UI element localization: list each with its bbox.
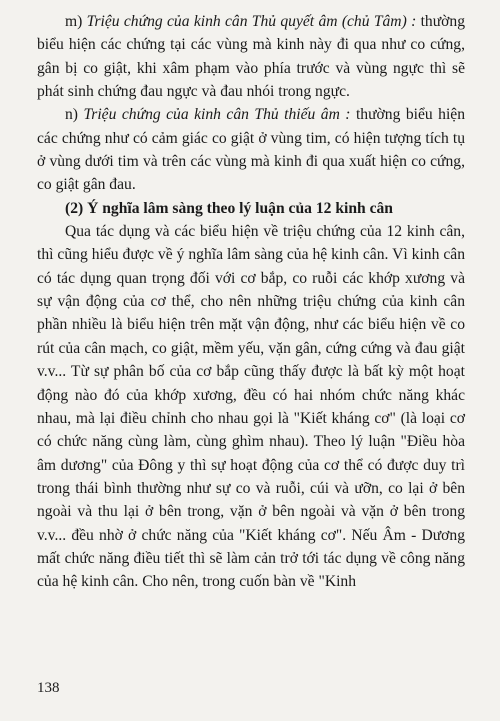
page-text: [37, 10, 465, 594]
section-title: Triệu chứng của kinh cân Thủ quyết âm (chủ Tâm) :: [86, 13, 417, 30]
body-paragraph: Qua tác dụng và các biểu hiện về triệu chứng của 12 kinh cân, thì cũng hiểu được về ý nghĩa lâm sàng của hệ kinh cân. Vì kinh cân có tác dụng quan trọng đối với cơ bắp, co ruỗi các khớp xương và sự vận động của cơ thể, cho nên những triệu chứng của kinh cân phần nhiều là biểu hiện trên mặt vận động, như các biểu hiện về co rút của cân mạch, co giật, mềm yếu, vặn gân, cứng cứng và đau giật v.v... Từ sự phân bố của cơ bắp cũng thấy được là bất kỳ một hoạt động nào đó của khớp xương, đều có hai nhóm chức năng khác nhau, mà lại điều chỉnh cho nhau gọi là "Kiết kháng cơ" (là loại cơ có chức năng cùng làm, cùng ghìm nhau). Theo lý luận "Điều hòa âm dương" của Đông y thì sự hoạt động của cơ thể có được duy trì trong thái bình thường như sự co và ruỗi, cúi và ưỡn, co lại ở bên ngoài và thu lại ở bên trong, vặn ở bên ngoài và vặn ở bên trong v.v... đều nhờ ở chức năng của "Kiết kháng cơ". Nếu Âm - Dương mất chức năng điều tiết thì sẽ làm cản trở tới tác dụng về công năng của hệ kinh cân. Cho nên, trong cuốn bàn về "Kinh: [37, 223, 465, 591]
section-label: n): [65, 106, 78, 124]
section-heading: (2) Ý nghĩa lâm sàng theo lý luận của 12 kinh cân: [65, 199, 393, 217]
section-n: [37, 103, 465, 196]
section-label: m): [65, 13, 83, 30]
section-m: [37, 10, 465, 103]
section-body: thường biểu hiện các chứng như có cảm giác co giật ở vùng tim, có hiện tượng tích tụ ở vùng dưới tim và trên các vùng mà kinh đi qua xuất hiện co cứng, co giật gân đau.: [37, 106, 465, 194]
section-body: thường biểu hiện các chứng tại các vùng mà kinh này đi qua như co cứng, gân bị co giật, khi xâm phạm vào phía trước và vùng ngực thì sẽ phát sinh chứng đau ngực và đau nhói trong ngực.: [37, 13, 465, 101]
page-number: 138: [37, 680, 60, 696]
section-title: Triệu chứng của kinh cân Thủ thiếu âm :: [83, 106, 351, 124]
